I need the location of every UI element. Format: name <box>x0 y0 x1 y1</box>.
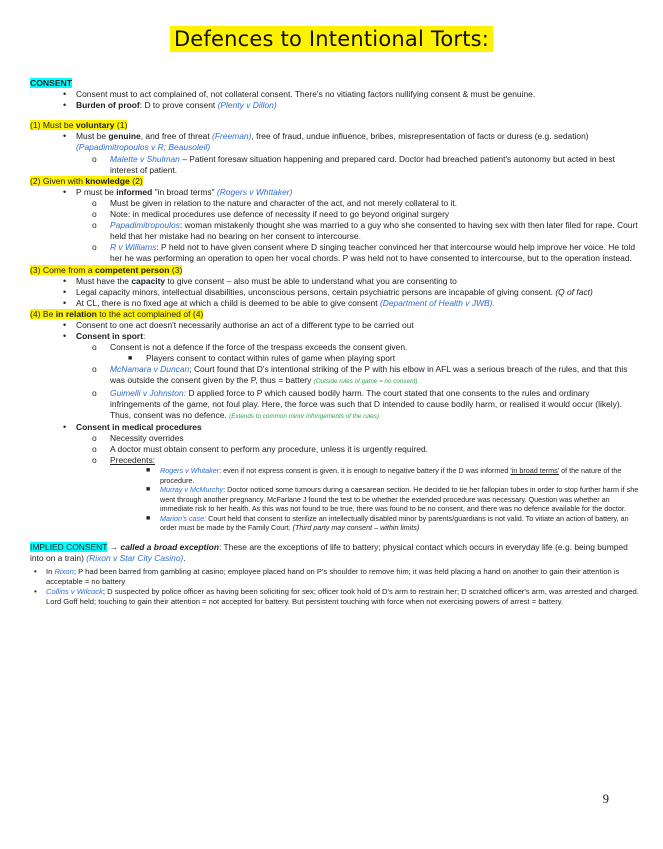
circle-bullet-icon: o <box>92 432 97 443</box>
s2-sub-1: o Must be given in relation to the nature and character of the act, and not merely collateral to it. <box>92 197 458 208</box>
square-bullet-icon: ■ <box>146 467 151 475</box>
med-sub-3: o Precedents: <box>92 455 156 466</box>
consent-heading: CONSENT <box>30 78 73 88</box>
s4-bullet-3: • Consent in medical procedures <box>63 421 202 432</box>
title-container <box>0 26 663 52</box>
bullet-icon: • <box>63 319 67 330</box>
consent-bullet-1: • Consent must to act complained of, not collateral consent. There's no vitiating factors nullifying consent & must be genuine. <box>63 89 536 100</box>
circle-bullet-icon: o <box>92 387 97 398</box>
sport-sub-1: o Consent is not a defence if the force of the trespass exceeds the consent given. <box>92 342 408 353</box>
circle-bullet-icon: o <box>92 242 97 253</box>
s2-sub-4: o R v Williams: P held not to have given consent where D singing teacher convinced her that intercourse would help improve her voice. He told her he was performing an operation to open her vocal chords. P was held not to have consented to intercourse, but to the operation instead. <box>92 242 636 264</box>
precedent-3: ■ Marion's case: Court held that consent to sterilize an intellectually disabled minor by parents/guardians is not valid. To vitiate an action of battery, an order must be made by the Family Court. (Third party may consent – within limits) <box>146 513 629 533</box>
precedent-1: ■ Rogers v Whitaker: even if not express consent is given, it is enough to negative battery if the D was informed 'in broad terms' of the nature of the procedure. <box>146 466 622 485</box>
med-sub-1: o Necessity overrides <box>92 432 184 443</box>
sport-sub-3: o Guimelli v Johnston: D applied force to P which caused bodily harm. The court stated that one consents to the rules and ordinary infringements of the game, not foul play. Here, the force was such that D intended to cause bodily harm, or realised it would occur (likely). Thus, consent was no defence. (Extends to common minor infringements of the rules) <box>92 387 622 420</box>
bullet-icon: • <box>63 421 67 432</box>
sport-sub-1a: ■ Players consent to contact within rules of game when playing sport <box>128 353 396 364</box>
section-4-heading: (4) Be in relation to the act complained of (4) <box>30 308 204 319</box>
circle-bullet-icon: o <box>92 444 97 454</box>
bullet-icon: • <box>34 586 37 596</box>
square-bullet-icon: ■ <box>146 486 151 494</box>
square-bullet-icon: ■ <box>146 514 151 522</box>
s2-sub-3: o Papadimitropoulos: woman mistakenly thought she was married to a guy who she consented to having sex with then later filed for rape. Court held that her mistake had no bearing on her consent to intercourse. <box>92 220 638 242</box>
sport-sub-2: o McNamara v Duncan; Court found that D's intentional striking of the P with his elbow in AFL was a serious breach of the rules, and that this was outside the consent given by the P, thus = battery (Outside rules of game = no consent) <box>92 364 628 386</box>
circle-bullet-icon: o <box>92 220 97 231</box>
bullet-icon: • <box>63 131 67 142</box>
bullet-icon: • <box>63 89 67 100</box>
s3-bullet-3: • At CL, there is no fixed age at which a child is deemed to be able to give consent (Department of Health v JWB). <box>63 297 495 308</box>
section-2-heading: (2) Given with knowledge (2) <box>30 175 143 186</box>
content-body <box>30 78 642 607</box>
implied-bullet-1: • In Rixon; P had been barred from gambling at casino; employee placed hand on P's shoulder to remove him; it was held placing a hand on another to gain their attention is acceptable = no battery <box>34 566 620 586</box>
circle-bullet-icon: o <box>92 153 97 164</box>
med-sub-2: o A doctor must obtain consent to perform any procedure, unless it is urgently required. <box>92 444 428 454</box>
bullet-icon: • <box>63 286 67 297</box>
circle-bullet-icon: o <box>92 364 97 375</box>
s1-sub-1: o Malette v Shulman – Patient foresaw situation happening and prepared card. Doctor had breached patient's autonomy but acted in best interest of patient. <box>92 153 615 175</box>
precedent-2: ■ Murray v McMurchy: Doctor noticed some tumours during a caesarean section. He decided to tie her fallopian tubes in order to stop further harm if she went through another pregnancy. McFarlane J found the test to be whether the extended procedure was necessary. Question was whether an immediate risk to her health. As this was not found to be true, there was found to be no consent, and there was no defence available for the doctor. <box>146 485 639 514</box>
section-1-heading: (1) Must be voluntary (1) <box>30 120 128 131</box>
bullet-icon: • <box>63 186 67 197</box>
circle-bullet-icon: o <box>92 455 97 466</box>
circle-bullet-icon: o <box>92 197 97 208</box>
bullet-icon: • <box>63 297 67 308</box>
s1-bullet-1: • Must be genuine, and free of threat (Freeman), free of fraud, undue influence, bribes, misrepresentation of facts or duress (e.g. sedation) (Papadimitropoulos v R; Beausoleil) <box>63 131 589 153</box>
bullet-icon: • <box>63 275 67 286</box>
bullet-icon: • <box>34 566 37 576</box>
implied-consent-heading: IMPLIED CONSENT <box>30 541 108 552</box>
square-bullet-icon: ■ <box>128 355 133 363</box>
circle-bullet-icon: o <box>92 209 97 220</box>
page-number: 9 <box>602 792 609 806</box>
s3-bullet-2: • Legal capacity minors, intellectual disabilities, unconscious persons, certain psychiatric persons are incapable of giving consent. (Q of fact) <box>63 286 593 297</box>
page-title: Defences to Intentional Torts: <box>170 26 493 52</box>
implied-consent-para: IMPLIED CONSENT → called a broad exception: These are the exceptions of life to battery; physical contact which occurs in everyday life (e.g. being bumped into on a train) (Rixon v Star City Casino). <box>30 541 628 563</box>
s2-sub-2: o Note: in medical procedures use defence of necessity if need to go beyond original surgery <box>92 209 450 220</box>
s4-bullet-2: • Consent in sport: <box>63 331 146 342</box>
implied-bullet-2: • Collins v Wilcock; D suspected by police officer as having been soliciting for sex; officer took hold of D's arm to restrain her; D scratched officer's arm, was arrested and charged. Lord Goff held; touching to gain their attention = not accepted for battery. But persistent touching with force when not exercising powers of arrest = battery. <box>34 586 639 606</box>
s4-bullet-1: • Consent to one act doesn't necessarily authorise an act of a different type to be carried out <box>63 319 414 330</box>
circle-bullet-icon: o <box>92 342 97 353</box>
bullet-icon: • <box>63 331 67 342</box>
s2-bullet-1: • P must be informed "in broad terms" (Rogers v Whttaker) <box>63 186 293 197</box>
section-3-heading: (3) Come from a competent person (3) <box>30 264 183 275</box>
arrow-right-icon: → <box>107 541 121 552</box>
bullet-icon: • <box>63 100 67 111</box>
s3-bullet-1: • Must have the capacity to give consent – also must be able to understand what you are consenting to <box>63 275 457 286</box>
consent-bullet-2: • Burden of proof: D to prove consent (Plenty v Dillon) <box>63 100 277 111</box>
